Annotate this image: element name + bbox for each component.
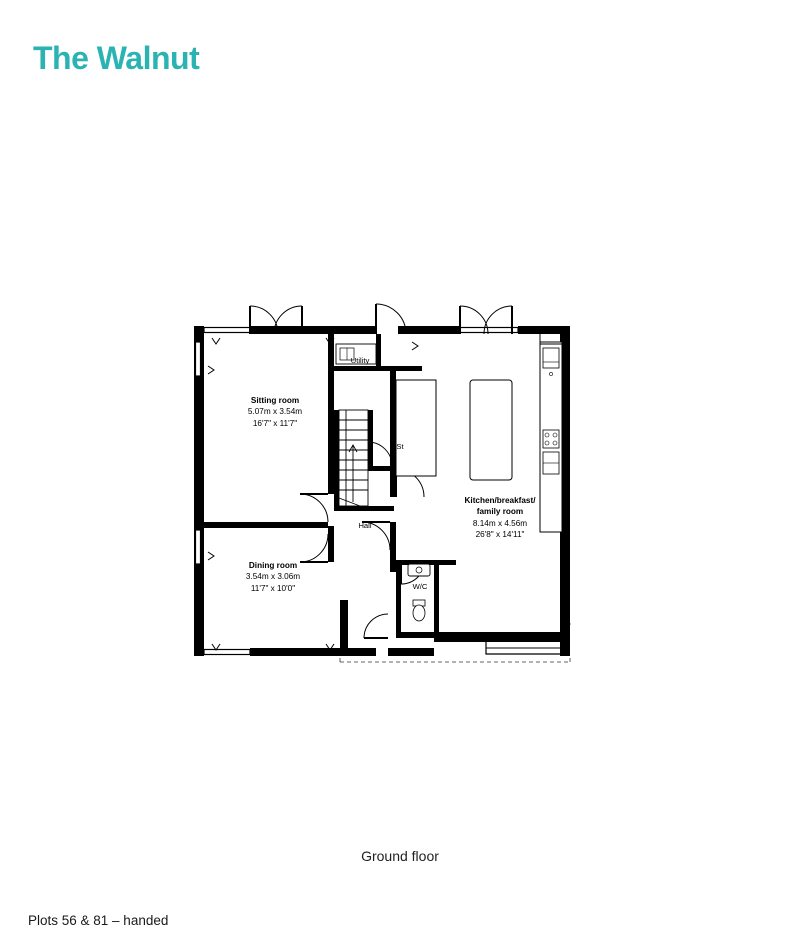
sitting-room-imperial: 16'7" x 11'7"	[252, 418, 298, 428]
room-label-kitchen	[420, 495, 580, 540]
floor-plan	[150, 270, 670, 690]
room-label-sitting-room	[210, 395, 340, 429]
label-store: St	[396, 442, 404, 451]
kitchen-imperial: 26'8" x 14'11"	[475, 529, 525, 539]
wc-fittings	[408, 564, 430, 621]
dining-room-imperial: 11'7" x 10'0"	[250, 583, 296, 593]
label-wc: W/C	[412, 582, 428, 591]
room-label-dining-room	[208, 560, 338, 594]
floor-caption: Ground floor	[361, 848, 439, 864]
kitchen-metric: 8.14m x 4.56m	[472, 518, 528, 528]
sitting-room-metric: 5.07m x 3.54m	[247, 407, 303, 417]
window-markers	[208, 338, 570, 650]
staircase	[339, 410, 368, 506]
dining-room-metric: 3.54m x 3.06m	[245, 572, 301, 582]
page-title: The Walnut	[33, 40, 200, 76]
label-hall: Hall	[358, 521, 372, 530]
kitchen-name-line1: Kitchen/breakfast/	[464, 496, 536, 505]
floor-plan-svg	[150, 270, 670, 690]
dining-room-name: Dining room	[248, 561, 298, 570]
label-utility: Utility	[350, 356, 370, 365]
sitting-room-name: Sitting room	[250, 396, 300, 405]
plots-caption: Plots 56 & 81 – handed	[28, 913, 169, 928]
kitchen-name-line2: family room	[476, 507, 524, 517]
exterior-walls	[194, 326, 570, 656]
